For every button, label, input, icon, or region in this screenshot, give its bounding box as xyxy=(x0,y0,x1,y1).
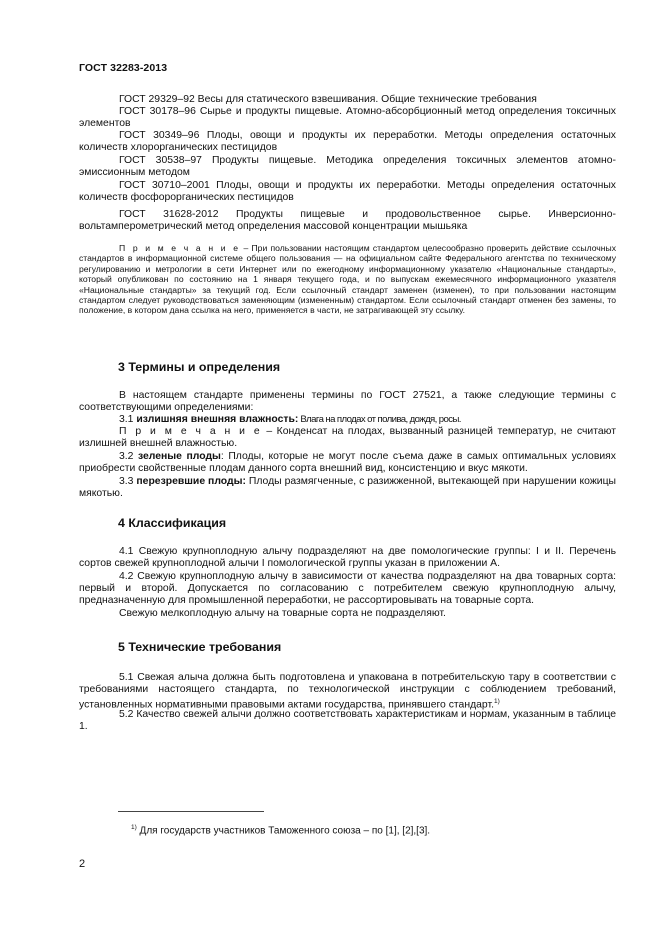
term-name: зеленые плоды xyxy=(137,451,221,462)
term-number: 3.3 xyxy=(119,476,137,487)
term-number: 3.1 xyxy=(119,414,137,425)
footnote xyxy=(131,824,430,836)
paragraph-text: 5.1 Свежая алыча должна быть подготовлена и упакована в потребительскую тару в соответствии с требованиями настоящего стандарта, по технологической инструкции с соблюдением требований, установленных нормативными правовыми актами государства, принявшего стандарт. xyxy=(79,672,616,711)
term-definition: Плоды размягченные, с разижженной, вытекающей при нарушении кожицы мякотью. xyxy=(79,476,616,500)
reference-item: ГОСТ 29329–92 Весы для статического взвешивания. Общие технические требования xyxy=(119,94,537,105)
reference-item: ГОСТ 30710–2001 Плоды, овощи и продукты их переработки. Методы определения остаточных количеств фосфорорганических пестицидов xyxy=(79,180,616,204)
term-3-1-note xyxy=(79,426,616,450)
note-text: – Конденсат на плодах, вызванный разницей температур, не считают излишней внешней влажностью. xyxy=(79,426,616,450)
note-label: П р и м е ч а н и е xyxy=(119,426,262,437)
term-definition: : Плоды, которые не могут после съема даже в самых оптимальных условиях приобрести свойственные плодам данного сорта внешний вид, консистенцию и вкус мякоти. xyxy=(79,451,616,475)
reference-item: ГОСТ 30538–97 Продукты пищевые. Методика определения токсичных элементов атомно-эмиссионным методом xyxy=(79,155,616,179)
term-3-3 xyxy=(79,476,616,500)
term-definition: Влага на плодах от полива, дождя, росы. xyxy=(298,414,461,425)
term-3-1 xyxy=(79,414,616,426)
section-5-heading: 5 Технические требования xyxy=(118,640,282,654)
note-label: П р и м е ч а н и е xyxy=(119,243,241,253)
section-5-paragraph-2: 5.2 Качество свежей алычи должно соответствовать характеристикам и нормам, указанным в таблице 1. xyxy=(79,709,616,733)
footnote-mark: 1) xyxy=(131,824,137,831)
section-4-heading: 4 Классификация xyxy=(118,516,227,530)
section-4-paragraph-2: 4.2 Свежую крупноплодную алычу в зависимости от качества подразделяют на два товарных сорта: первый и второй. Допускается по согласованию с потребителем свежую крупноплодную алычу, предназначенную для промышленной переработки, не рассортировывать на товарные сорта. xyxy=(79,571,616,607)
reference-item: ГОСТ 30178–96 Сырье и продукты пищевые. Атомно-абсорбционный метод определения токсичных элементов xyxy=(79,106,616,130)
term-3-2 xyxy=(79,451,616,475)
term-number: 3.2 xyxy=(119,451,138,462)
section-5-paragraph-1 xyxy=(79,672,616,712)
references-note xyxy=(79,243,616,316)
page-number: 2 xyxy=(79,858,86,870)
section-3-intro: В настоящем стандарте применены термины по ГОСТ 27521, а также следующие термины с соответствующими определениями: xyxy=(79,390,616,414)
document-code: ГОСТ 32283-2013 xyxy=(79,62,168,74)
footnote-separator xyxy=(118,811,264,812)
reference-item: ГОСТ 31628-2012 Продукты пищевые и продовольственное сырье. Инверсионно-вольтамперометрический метод определения массовой концентрации мышьяка xyxy=(79,209,616,233)
section-4-paragraph-3: Свежую мелкоплодную алычу на товарные сорта не подразделяют. xyxy=(119,608,446,619)
reference-item: ГОСТ 30349–96 Плоды, овощи и продукты их переработки. Методы определения остаточных количеств хлорорганических пестицидов xyxy=(79,130,616,154)
section-4-paragraph-1: 4.1 Свежую крупноплодную алычу подразделяют на две помологические группы: I и II. Перечень сортов свежей крупноплодной алычи I помологической группы указан в приложении А. xyxy=(79,546,616,570)
term-name: излишняя внешняя влажность: xyxy=(136,414,299,425)
section-3-heading: 3 Термины и определения xyxy=(118,360,281,374)
term-name: перезревшие плоды: xyxy=(136,476,246,487)
note-text: – При пользовании настоящим стандартом целесообразно проверить действие ссылочных стандартов в информационной системе общего пользования — на официальном сайте Федерального агентства по техническому регулированию и метрологии в сети Интернет или по ежегодному информационному указателю «Национальные стандарты», который опубликован по состоянию на 1 января текущего года, и по выпускам ежемесячного информационного указателя «Национальные стандарты» за текущий год. Если ссылочный стандарт заменен (изменен), то при пользовании настоящим стандартом следует руководствоваться заменяющим (измененным) стандартом. Если ссылочный стандарт отменен без замены, то положение, в котором дана ссылка на него, применяется в части, не затрагивающей эту ссылку. xyxy=(79,243,616,316)
footnote-text: Для государств участников Таможенного союза – по [1], [2],[3]. xyxy=(136,825,431,837)
footnote-ref: 1) xyxy=(493,698,500,706)
